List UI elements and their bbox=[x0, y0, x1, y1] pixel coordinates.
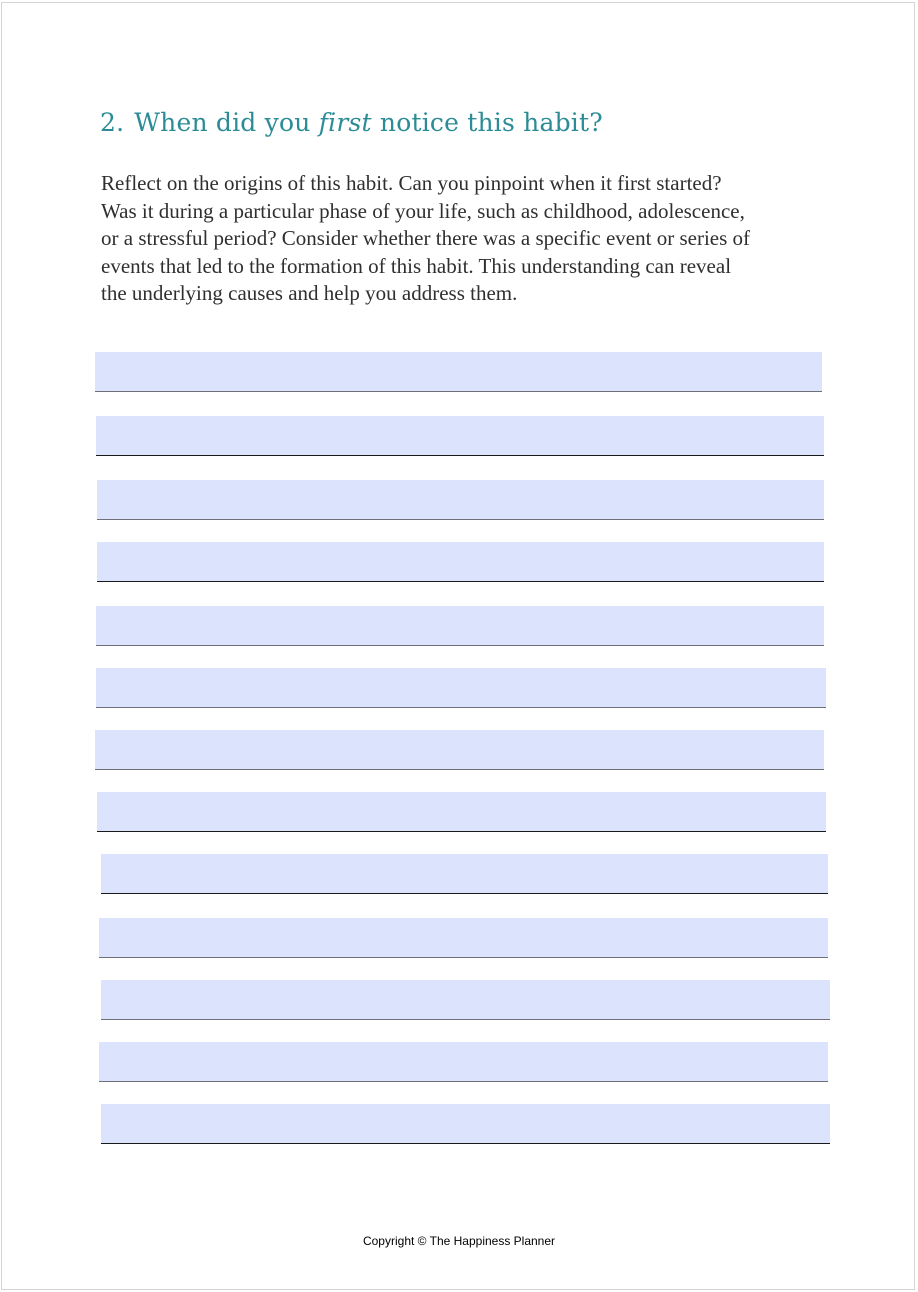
writing-line-7[interactable] bbox=[95, 730, 824, 770]
copyright-footer: Copyright © The Happiness Planner bbox=[362, 1234, 556, 1248]
writing-line-6[interactable] bbox=[96, 668, 826, 708]
writing-line-12[interactable] bbox=[99, 1042, 828, 1082]
question-number: 2. bbox=[100, 108, 125, 137]
writing-line-9[interactable] bbox=[101, 854, 828, 894]
question-text-start: When did you bbox=[134, 108, 319, 137]
description-line: Reflect on the origins of this habit. Can you pinpoint when it first started? bbox=[101, 171, 722, 195]
description-line: Was it during a particular phase of your life, such as childhood, adolescence, bbox=[101, 198, 745, 223]
writing-line-10[interactable] bbox=[99, 918, 828, 958]
writing-line-11[interactable] bbox=[101, 980, 830, 1020]
writing-line-2[interactable] bbox=[96, 416, 824, 456]
writing-line-4[interactable] bbox=[97, 542, 824, 582]
question-text-end: notice this habit? bbox=[371, 108, 603, 137]
writing-line-5[interactable] bbox=[96, 606, 824, 646]
writing-line-1[interactable] bbox=[95, 352, 822, 392]
description-line: or a stressful period? Consider whether there was a specific event or series of bbox=[101, 226, 751, 250]
writing-line-8[interactable] bbox=[97, 792, 826, 832]
question-text-emphasis: first bbox=[318, 108, 372, 137]
description-line: events that led to the formation of this habit. This understanding can reveal bbox=[101, 253, 732, 278]
description-line: the underlying causes and help you address them. bbox=[101, 281, 518, 305]
writing-line-3[interactable] bbox=[97, 480, 824, 520]
writing-line-13[interactable] bbox=[101, 1104, 830, 1144]
